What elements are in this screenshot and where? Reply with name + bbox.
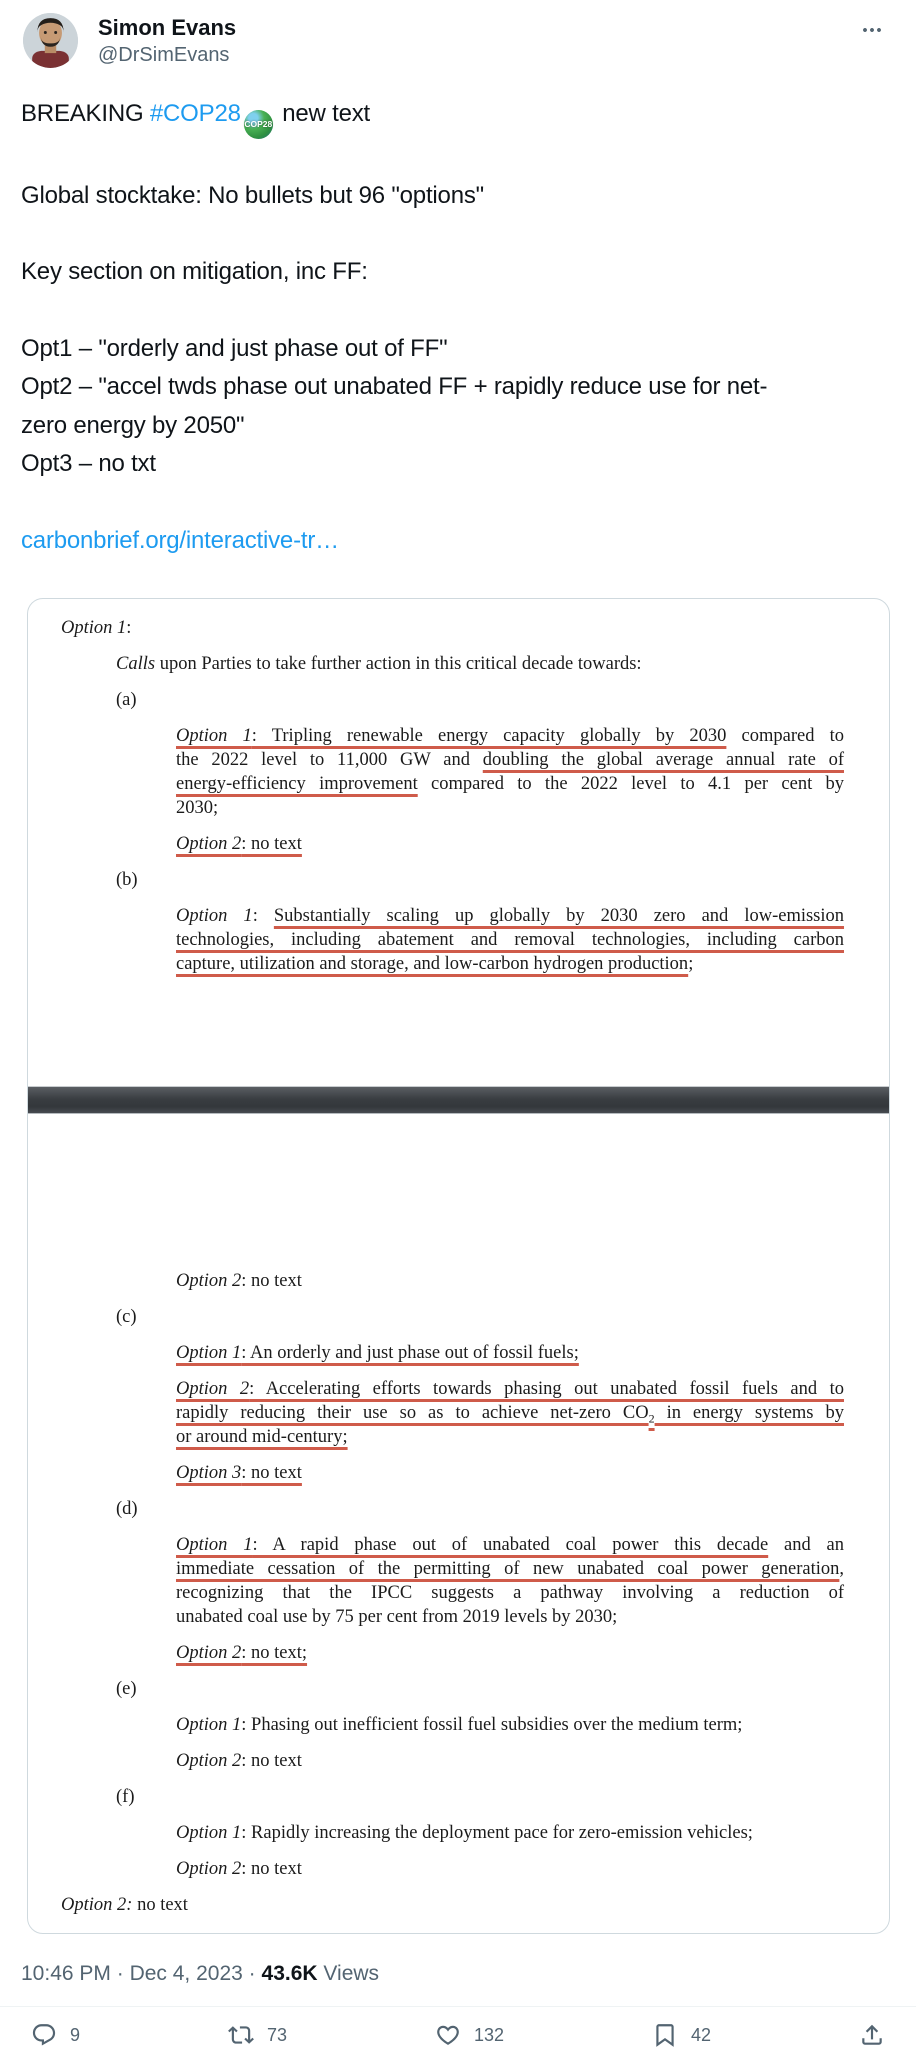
cop28-globe-icon: COP28 xyxy=(244,110,273,139)
tweet-text-segment: BREAKING xyxy=(21,100,150,127)
user-info[interactable] xyxy=(98,13,236,68)
carbonbrief-link[interactable]: carbonbrief.org/interactive-tr… xyxy=(21,526,339,554)
timestamp-date: Dec 4, 2023 xyxy=(129,1962,243,1986)
meta-separator: · xyxy=(248,1962,256,1986)
embedded-image-card[interactable] xyxy=(27,598,890,1934)
like-icon xyxy=(435,2022,461,2048)
tweet-link-line xyxy=(21,522,895,561)
meta-separator: · xyxy=(116,1962,124,1986)
doc-line: Option 3: no text xyxy=(176,1463,302,1484)
doc-line: Option 1: An orderly and just phase out of fossil fuels; xyxy=(176,1343,579,1364)
doc-line: rapidly reducing their use so as to achieve net-zero $CO_2$ in energy systems by xyxy=(176,1403,844,1426)
doc-line: Option 2: no text xyxy=(61,1895,188,1916)
like-button[interactable] xyxy=(435,2022,504,2048)
avatar[interactable] xyxy=(23,13,78,68)
user-handle: @DrSimEvans xyxy=(98,44,230,66)
doc-line: energy-efficiency improvement compared to the 2022 level to 4.1 per cent by xyxy=(176,774,844,795)
doc-line: (a) xyxy=(116,690,137,711)
timestamp-views xyxy=(21,1961,895,1987)
share-button[interactable] xyxy=(859,2022,885,2048)
doc-line: Option 1: Rapidly increasing the deployment pace for zero-emission vehicles; xyxy=(176,1823,753,1844)
repost-button[interactable] xyxy=(228,2022,287,2048)
tweet-options-lines: Opt1 – "orderly and just phase out of FF" Opt2 – "accel twds phase out unabated FF + rapidly reduce use for net- zero energy by 2050" Opt3 – no txt xyxy=(21,334,768,478)
tweet-line-breaking xyxy=(21,95,895,139)
hashtag-cop28[interactable]: #COP28 xyxy=(149,100,241,127)
doc-line: Option 1: A rapid phase out of unabated coal power this decade and an xyxy=(176,1535,844,1556)
doc-line: capture, utilization and storage, and low-carbon hydrogen production; xyxy=(176,954,694,975)
document-image xyxy=(28,599,889,1933)
repost-count: 73 xyxy=(266,2024,288,2045)
doc-line: technologies, including abatement and removal technologies, including carbon xyxy=(176,930,844,951)
tweet-text-segment: new text xyxy=(275,100,371,127)
doc-line: or around mid-century; xyxy=(176,1427,348,1448)
doc-line: Option 1: Substantially scaling up globally by 2030 zero and low-emission xyxy=(176,906,845,927)
timestamp-time: 10:46 PM xyxy=(21,1962,111,1986)
action-bar xyxy=(0,2007,916,2048)
profile-photo xyxy=(23,13,78,68)
doc-line: Option 2: no text; xyxy=(176,1643,308,1664)
doc-line: Option 2: no text xyxy=(176,1859,302,1880)
tweet-text xyxy=(21,95,895,560)
like-count: 132 xyxy=(473,2024,505,2045)
share-icon xyxy=(859,2022,885,2048)
more-button[interactable] xyxy=(854,13,890,46)
bookmark-button[interactable] xyxy=(652,2022,711,2048)
doc-line: Option 2: no text xyxy=(176,1751,302,1772)
doc-line: (b) xyxy=(116,870,138,891)
doc-line: (d) xyxy=(116,1499,138,1520)
screenshot-separator-bar xyxy=(28,1086,889,1114)
bookmark-icon xyxy=(652,2022,678,2048)
doc-line: Option 2: no text xyxy=(176,1271,302,1292)
doc-line: the 2022 level to 11,000 GW and doubling the global average annual rate of xyxy=(176,750,844,771)
repost-icon xyxy=(228,2022,254,2048)
reply-count: 9 xyxy=(70,2024,81,2045)
doc-line: unabated coal use by 75 per cent from 2019 levels by 2030; xyxy=(176,1607,618,1628)
bookmark-count: 42 xyxy=(691,2024,712,2045)
doc-line: Option 1: Tripling renewable energy capacity globally by 2030 compared to xyxy=(176,726,845,747)
views-count: 43.6K xyxy=(261,1962,318,1986)
doc-line: Option 2: Accelerating efforts towards phasing out unabated fossil fuels and to xyxy=(176,1379,844,1400)
doc-line: (f) xyxy=(116,1787,135,1808)
doc-line: recognizing that the IPCC suggests a pathway involving a reduction of xyxy=(176,1583,844,1604)
reply-button[interactable] xyxy=(31,2022,80,2048)
doc-line: (c) xyxy=(116,1307,137,1328)
doc-line: Option 2: no text xyxy=(176,834,302,855)
doc-line: immediate cessation of the permitting of new unabated coal power generation, xyxy=(176,1559,844,1580)
more-ellipsis-icon xyxy=(860,18,884,42)
reply-icon xyxy=(31,2022,57,2048)
doc-line: (e) xyxy=(116,1679,137,1700)
doc-line: Calls upon Parties to take further action in this critical decade towards: xyxy=(116,654,642,675)
tweet-line-keysection: Key section on mitigation, inc FF: xyxy=(21,258,368,286)
tweet-header xyxy=(23,13,890,68)
views-label: Views xyxy=(323,1962,380,1986)
tweet-line-stocktake: Global stocktake: No bullets but 96 "options" xyxy=(21,181,484,209)
doc-line: 2030; xyxy=(176,798,219,819)
doc-line: Option 1: Phasing out inefficient fossil fuel subsidies over the medium term; xyxy=(176,1715,743,1736)
display-name: Simon Evans xyxy=(98,15,237,40)
doc-line: Option 1: xyxy=(61,618,132,639)
